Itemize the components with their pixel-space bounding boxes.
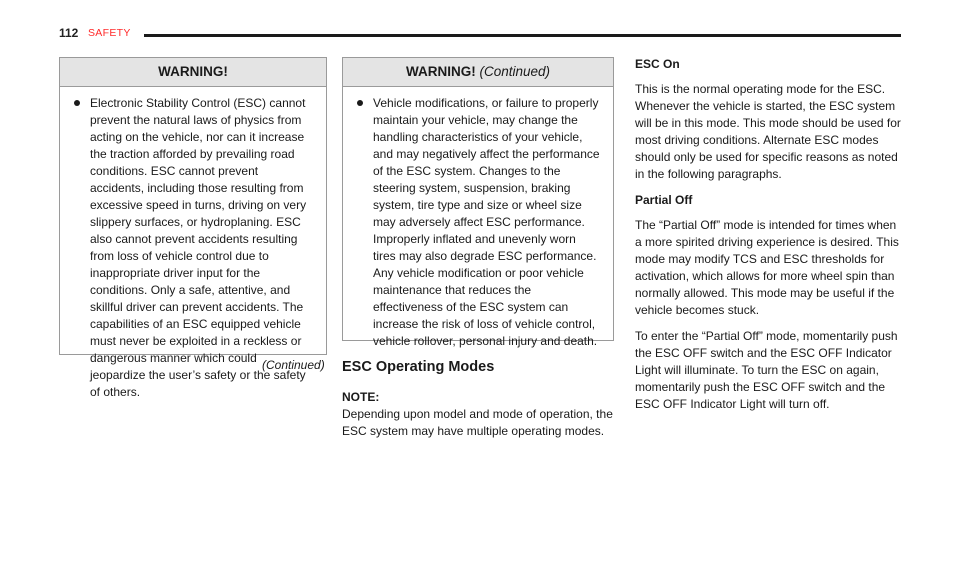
section-heading-esc-operating-modes: ESC Operating Modes <box>342 359 495 375</box>
warning-title <box>60 58 326 87</box>
warning-text: Electronic Stability Control (ESC) cannot prevent the natural laws of physics from acting on the vehicle, nor can it increase the traction afforded by prevailing road conditions. ESC cannot prevent accidents, including those resulting from excessive speed in turns, driving on very slippery surfaces, or hydroplaning. ESC also cannot prevent accidents resulting from loss of vehicle control due to inappropriate driver input for the conditions. Only a safe, attentive, and skillful driver can prevent accidents. The capabilities of an ESC equipped vehicle must never be exploited in a reckless or dangerous manner which could jeopardize the user’s safety or the safety of others. <box>90 96 307 399</box>
continued-label: (Continued) <box>262 358 325 372</box>
paragraph-partial-off-intro: The “Partial Off” mode is intended for times when a more spirited driving experience is desired. This mode may modify TCS and ESC thresholds for activation, which allows for more wheel spin than normally allowed. This mode may be useful if the vehicle becomes stuck. <box>635 218 899 317</box>
warning-title-text: WARNING! <box>405 64 476 79</box>
warning-bullet <box>357 95 601 350</box>
paragraph-partial-off-enter: To enter the “Partial Off” mode, momentarily push the ESC OFF switch and the ESC OFF Indicator Light will illuminate. To turn the ESC on again, momentarily push the ESC OFF switch and the ESC OFF Indicator Light will turn off. <box>635 329 898 411</box>
page-header <box>59 26 901 42</box>
bullet-icon <box>357 100 363 106</box>
esc-modes-column <box>635 56 905 422</box>
note-text: Depending upon model and mode of operation, the ESC system may have multiple operating modes. <box>342 407 613 438</box>
header-rule <box>144 34 901 37</box>
section-title: SAFETY <box>88 27 131 39</box>
warning-title-text: WARNING! <box>158 64 228 79</box>
warning-title-continued: (Continued) <box>479 64 551 79</box>
warning-bullet <box>74 95 314 401</box>
warning-text: Vehicle modifications, or failure to properly maintain your vehicle, may change the handling characteristics of your vehicle, and may negatively affect the performance of the ESC system. Changes to the steering system, suspension, braking system, tire type and size or wheel size may adversely affect ESC performance. Improperly inflated and unevenly worn tires may also degrade ESC performance. Any vehicle modification or poor vehicle maintenance that reduces the effectiveness of the ESC system can increase the risk of loss of vehicle control, vehicle rollover, personal injury and death. <box>373 96 600 348</box>
page-number: 112 <box>59 26 79 40</box>
paragraph-esc-on: This is the normal operating mode for the ESC. Whenever the vehicle is started, the ESC system will be in this mode. This mode should be used for most driving conditions. Alternate ESC modes should only be used for specific reasons as noted in the following paragraphs. <box>635 82 901 181</box>
note-block <box>342 389 617 440</box>
bullet-icon <box>74 100 80 106</box>
warning-box-vehicle-modifications <box>342 57 614 348</box>
subheading-esc-on: ESC On <box>635 57 680 71</box>
warning-body <box>343 87 613 356</box>
warning-title <box>343 58 613 87</box>
subheading-partial-off: Partial Off <box>635 193 693 207</box>
note-label: NOTE: <box>342 390 380 404</box>
